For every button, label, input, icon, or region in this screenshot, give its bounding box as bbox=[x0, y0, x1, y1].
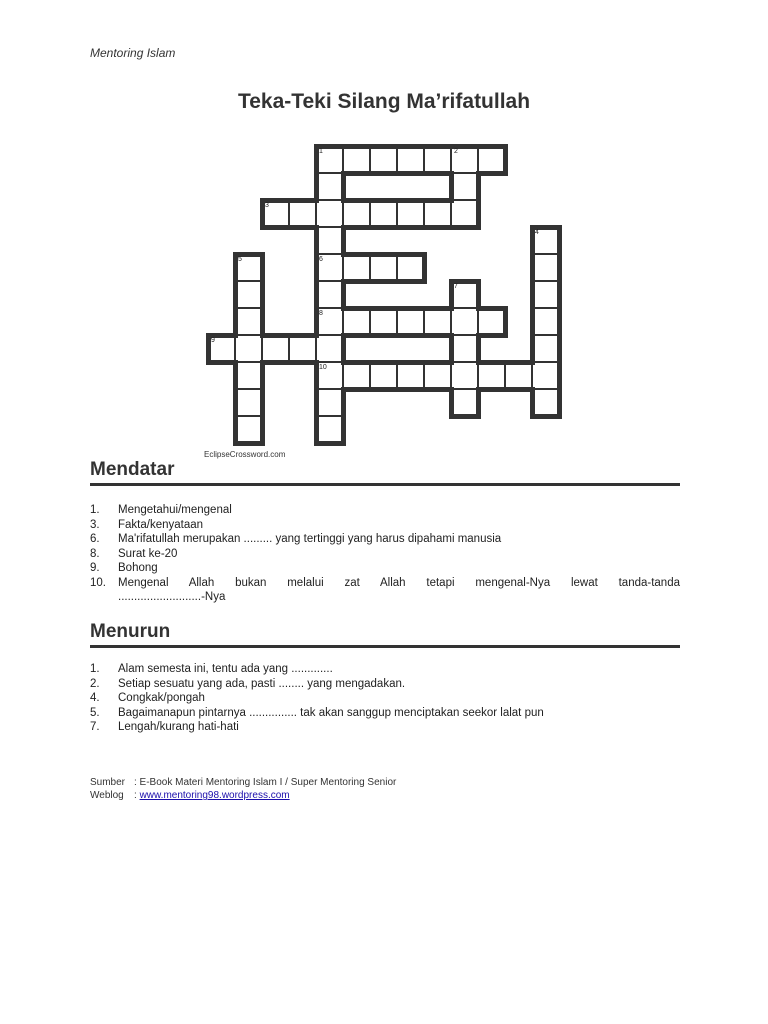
crossword-cell[interactable] bbox=[451, 173, 478, 200]
mendatar-heading: Mendatar bbox=[90, 459, 175, 480]
crossword-cell[interactable] bbox=[532, 389, 559, 416]
crossword-cell[interactable] bbox=[532, 281, 559, 308]
crossword-cell[interactable] bbox=[532, 362, 559, 389]
crossword-cell[interactable] bbox=[478, 362, 505, 389]
list-item: 9. Bohong bbox=[90, 562, 158, 574]
grid-border bbox=[530, 333, 535, 365]
menurun-heading: Menurun bbox=[90, 621, 171, 642]
footer-source: Sumber : E-Book Materi Mentoring Islam I / Super Mentoring Senior bbox=[90, 777, 397, 788]
crossword-cell[interactable] bbox=[451, 308, 478, 335]
footer bbox=[90, 776, 396, 802]
crossword-cell[interactable] bbox=[397, 362, 424, 389]
crossword-credit: EclipseCrossword.com bbox=[204, 450, 286, 459]
list-item: 4. Congkak/pongah bbox=[90, 692, 205, 704]
list-item: 2. Setiap sesuatu yang ada, pasti ........ yang mengadakan. bbox=[90, 677, 406, 690]
grid-border bbox=[503, 144, 508, 176]
grid-border bbox=[476, 279, 481, 311]
crossword-cell[interactable] bbox=[235, 416, 262, 443]
crossword-cell[interactable] bbox=[235, 362, 262, 389]
crossword-cell[interactable] bbox=[451, 335, 478, 362]
crossword-cell[interactable] bbox=[451, 389, 478, 416]
clue-number: 10 bbox=[319, 364, 327, 371]
crossword-cell[interactable] bbox=[532, 308, 559, 335]
footer-weblog: Weblog : www.mentoring98.wordpress.com bbox=[90, 790, 290, 801]
clue-number: 5 bbox=[238, 256, 242, 263]
crossword-cell[interactable] bbox=[235, 389, 262, 416]
crossword-cell[interactable] bbox=[370, 362, 397, 389]
grid-border bbox=[233, 306, 238, 338]
grid-border bbox=[476, 333, 481, 365]
crossword-cell[interactable] bbox=[397, 146, 424, 173]
grid-border bbox=[422, 252, 427, 284]
crossword-cell[interactable] bbox=[316, 389, 343, 416]
grid-border bbox=[449, 279, 454, 311]
crossword-cell[interactable] bbox=[424, 146, 451, 173]
crossword-cell[interactable] bbox=[424, 362, 451, 389]
crossword-cell[interactable] bbox=[424, 200, 451, 227]
grid-border bbox=[341, 279, 346, 311]
list-item-continuation: ..........................-Nya bbox=[118, 591, 226, 603]
crossword-cell[interactable] bbox=[316, 281, 343, 308]
crossword-cell[interactable] bbox=[289, 335, 316, 362]
grid-border bbox=[314, 414, 319, 446]
clue-number: 9 bbox=[211, 337, 215, 344]
list-item: 6. Ma'rifatullah merupakan ......... yang tertinggi yang harus dipahami manusia bbox=[90, 533, 502, 545]
crossword-cell[interactable] bbox=[397, 308, 424, 335]
grid-border bbox=[449, 387, 454, 419]
clue-number: 1 bbox=[319, 148, 323, 155]
crossword-cell[interactable] bbox=[235, 281, 262, 308]
list-item: 7. Lengah/kurang hati-hati bbox=[90, 721, 239, 733]
crossword-cell[interactable] bbox=[370, 200, 397, 227]
grid-border bbox=[476, 387, 481, 419]
crossword-cell[interactable] bbox=[316, 416, 343, 443]
crossword-cell[interactable] bbox=[262, 335, 289, 362]
crossword-cell[interactable] bbox=[316, 173, 343, 200]
clue-number: 4 bbox=[535, 229, 539, 236]
crossword-cell[interactable] bbox=[478, 308, 505, 335]
grid-border bbox=[341, 225, 346, 257]
clue-number: 8 bbox=[319, 310, 323, 317]
grid-border bbox=[449, 171, 454, 203]
grid-border bbox=[314, 225, 319, 257]
crossword-cell[interactable] bbox=[451, 362, 478, 389]
grid-border bbox=[557, 333, 562, 365]
clue-number: 2 bbox=[454, 148, 458, 155]
grid-border bbox=[341, 414, 346, 446]
menurun-clue-list bbox=[90, 662, 680, 735]
crossword-cell[interactable] bbox=[451, 200, 478, 227]
crossword-cell[interactable] bbox=[343, 362, 370, 389]
grid-border bbox=[503, 306, 508, 338]
grid-border bbox=[287, 333, 319, 338]
list-item: 8. Surat ke-20 bbox=[90, 547, 178, 560]
crossword-cell[interactable] bbox=[343, 254, 370, 281]
grid-border bbox=[314, 279, 319, 311]
crossword-cell[interactable] bbox=[316, 227, 343, 254]
crossword-cell[interactable] bbox=[397, 254, 424, 281]
list-item: 1. Mengetahui/mengenal bbox=[90, 504, 232, 516]
grid-border bbox=[557, 387, 562, 419]
crossword-cell[interactable] bbox=[235, 308, 262, 335]
crossword-cell[interactable] bbox=[343, 146, 370, 173]
crossword-cell[interactable] bbox=[289, 200, 316, 227]
grid-border bbox=[530, 387, 535, 419]
crossword-cell[interactable] bbox=[343, 308, 370, 335]
crossword-cell[interactable] bbox=[316, 200, 343, 227]
crossword-cell[interactable] bbox=[424, 308, 451, 335]
clue-number: 6 bbox=[319, 256, 323, 263]
grid-border bbox=[260, 306, 265, 338]
crossword-cell[interactable] bbox=[316, 335, 343, 362]
clue-number: 7 bbox=[454, 283, 458, 290]
menurun-divider bbox=[90, 645, 680, 648]
mendatar-divider bbox=[90, 483, 680, 486]
grid-border bbox=[233, 414, 238, 446]
grid-border bbox=[314, 171, 319, 203]
list-item: 5. Bagaimanapun pintarnya ............... tak akan sanggup menciptakan seekor lalat pun bbox=[90, 706, 544, 719]
grid-border bbox=[476, 171, 481, 203]
list-item: 1. Alam semesta ini, tentu ada yang ............. bbox=[90, 663, 333, 675]
crossword-cell[interactable] bbox=[343, 200, 370, 227]
grid-border bbox=[260, 414, 265, 446]
grid-border bbox=[449, 333, 454, 365]
header-text: Mentoring Islam bbox=[90, 46, 176, 60]
grid-border bbox=[260, 198, 265, 230]
crossword-cell[interactable] bbox=[235, 335, 262, 362]
mendatar-clue-list bbox=[90, 503, 680, 605]
crossword-cell[interactable] bbox=[397, 200, 424, 227]
list-item: 3. Fakta/kenyataan bbox=[90, 518, 204, 531]
crossword-cell[interactable] bbox=[370, 254, 397, 281]
crossword-cell[interactable] bbox=[532, 254, 559, 281]
crossword-cell[interactable] bbox=[370, 146, 397, 173]
crossword-cell[interactable] bbox=[478, 146, 505, 173]
grid-border bbox=[341, 171, 346, 203]
crossword-cell[interactable] bbox=[532, 335, 559, 362]
grid-border bbox=[206, 333, 211, 365]
page-title: Teka-Teki Silang Ma’rifatullah bbox=[237, 90, 531, 113]
crossword-cell[interactable] bbox=[505, 362, 532, 389]
weblog-link[interactable]: www.mentoring98.wordpress.com bbox=[139, 790, 290, 801]
crossword-cell[interactable] bbox=[370, 308, 397, 335]
clue-number: 3 bbox=[265, 202, 269, 209]
list-item: 10. Mengenal Allah bukan melalui zat Allah tetapi mengenal-Nya lewat tanda-tanda bbox=[90, 576, 680, 589]
